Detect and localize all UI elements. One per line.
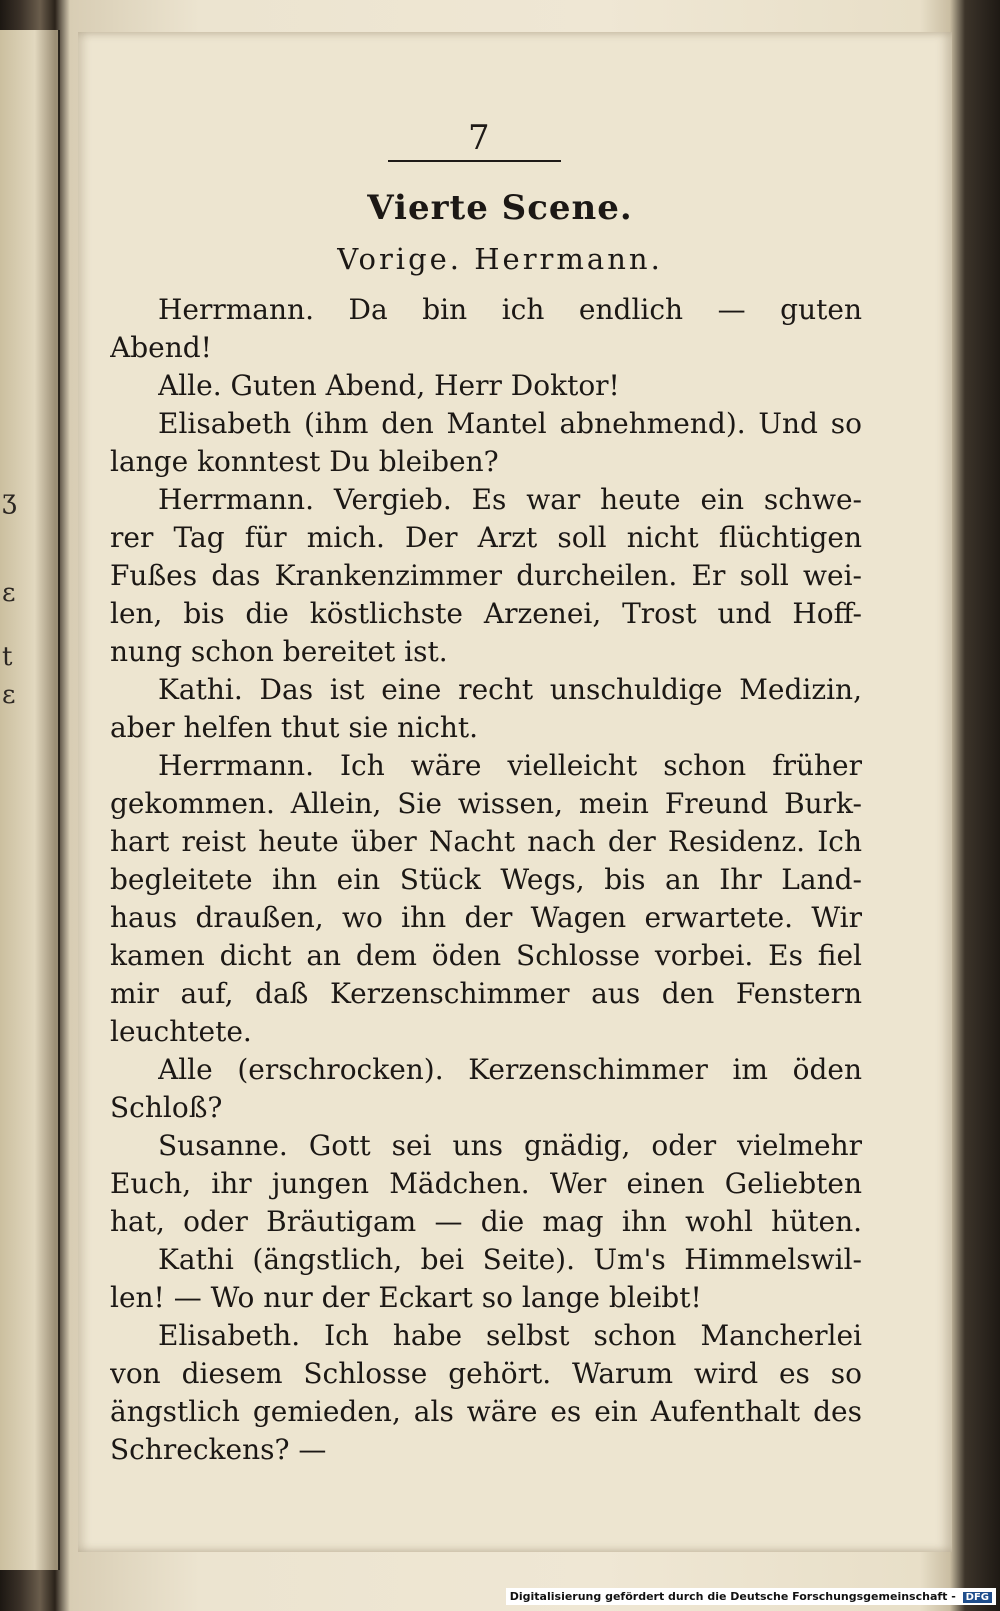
text-line: haus draußen, wo ihn der Wagen erwartete. Wir bbox=[110, 901, 862, 934]
text-line: Herrmann. Ich wäre vielleicht schon früher bbox=[158, 749, 862, 782]
text-line: Susanne. Gott sei uns gnädig, oder vielmehr bbox=[158, 1129, 862, 1162]
text-line: len! — Wo nur der Eckart so lange bleibt! bbox=[110, 1281, 702, 1314]
scene-cast: Vorige. Herrmann. bbox=[337, 242, 663, 276]
text-line: leuchtete. bbox=[110, 1015, 252, 1048]
left-page-edge-char: t bbox=[2, 642, 13, 672]
page-number: 7 bbox=[468, 118, 490, 158]
text-line: Kathi (ängstlich, bei Seite). Um's Himmelswil- bbox=[158, 1243, 862, 1276]
left-page-edge-char: ʒ bbox=[2, 485, 17, 515]
text-line: aber helfen thut sie nicht. bbox=[110, 711, 479, 744]
dfg-logo: DFG bbox=[963, 1592, 992, 1603]
text-line: Elisabeth. Ich habe selbst schon Mancherlei bbox=[158, 1319, 862, 1352]
text-line: Fußes das Krankenzimmer durcheilen. Er soll wei- bbox=[110, 559, 862, 592]
left-page-edge-char: ɛ bbox=[2, 680, 16, 710]
text-line: nung schon bereitet ist. bbox=[110, 635, 448, 668]
text-line: Elisabeth (ihm den Mantel abnehmend). Und so bbox=[158, 407, 862, 440]
text-line: Schloß? bbox=[110, 1091, 223, 1124]
text-line: Herrmann. Vergieb. Es war heute ein schwe- bbox=[158, 483, 862, 516]
left-page-edge-char: ɛ bbox=[2, 578, 16, 608]
scene-title: Vierte Scene. bbox=[367, 188, 633, 228]
text-line: Herrmann. Da bin ich endlich — guten bbox=[158, 293, 862, 326]
text-line: Euch, ihr jungen Mädchen. Wer einen Geliebten bbox=[110, 1167, 862, 1200]
text-line: gekommen. Allein, Sie wissen, mein Freund Burk- bbox=[110, 787, 862, 820]
digitization-credit bbox=[506, 1588, 996, 1605]
text-line: lange konntest Du bleiben? bbox=[110, 445, 499, 478]
text-line: rer Tag für mich. Der Arzt soll nicht flüchtigen bbox=[110, 521, 862, 554]
text-line: Alle (erschrocken). Kerzenschimmer im öden bbox=[158, 1053, 862, 1086]
text-line: kamen dicht an dem öden Schlosse vorbei. Es fiel bbox=[110, 939, 862, 972]
header-rule bbox=[388, 160, 561, 162]
text-line: Schreckens? — bbox=[110, 1433, 327, 1466]
text-line: mir auf, daß Kerzenschimmer aus den Fenstern bbox=[110, 977, 862, 1010]
text-line: hart reist heute über Nacht nach der Residenz. Ich bbox=[110, 825, 862, 858]
text-line: ängstlich gemieden, als wäre es ein Aufenthalt des bbox=[110, 1395, 862, 1428]
text-line: len, bis die köstlichste Arzenei, Trost und Hoff- bbox=[110, 597, 862, 630]
text-line: begleitete ihn ein Stück Wegs, bis an Ihr Land- bbox=[110, 863, 862, 896]
text-line: hat, oder Bräutigam — die mag ihn wohl hüten. bbox=[110, 1205, 862, 1238]
footer-text: Digitalisierung gefördert durch die Deutsche Forschungsgemeinschaft - bbox=[509, 1590, 956, 1603]
text-line: von diesem Schlosse gehört. Warum wird es so bbox=[110, 1357, 862, 1390]
text-line: Kathi. Das ist eine recht unschuldige Medizin, bbox=[158, 673, 862, 706]
text-line: Alle. Guten Abend, Herr Doktor! bbox=[158, 369, 620, 402]
text-line: Abend! bbox=[110, 331, 212, 364]
